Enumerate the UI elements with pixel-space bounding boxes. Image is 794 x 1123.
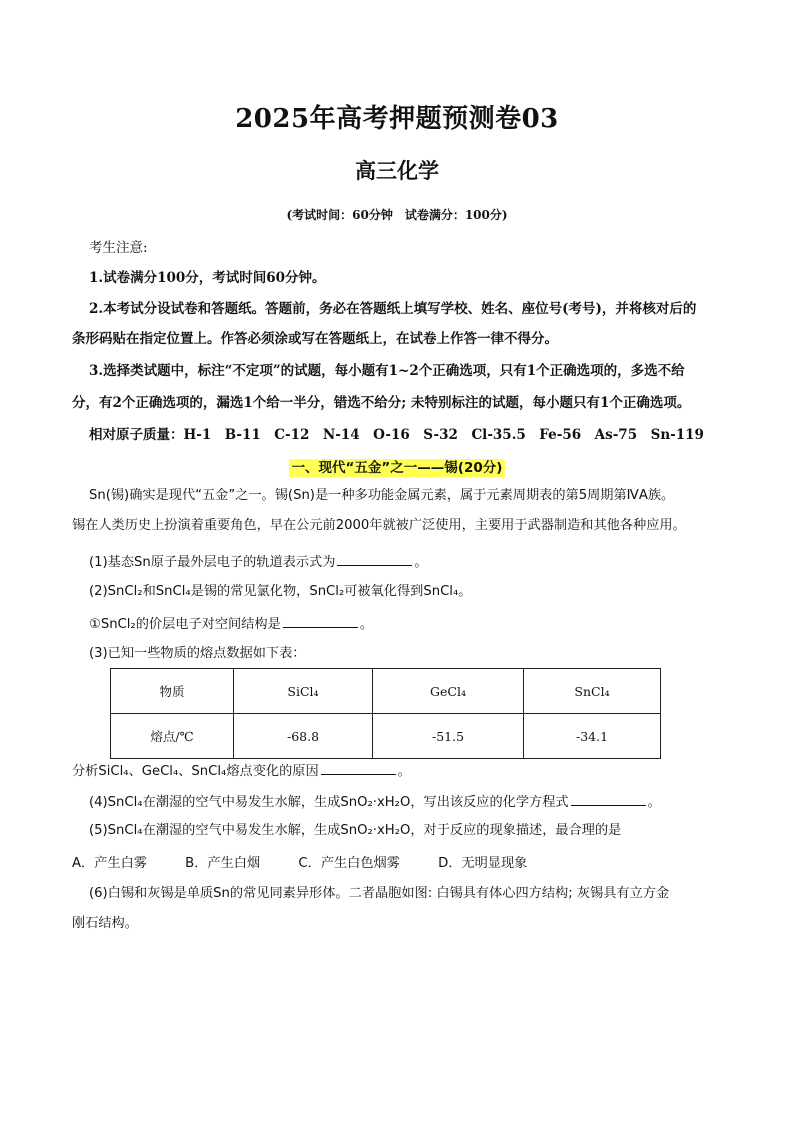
question-3: (3)已知一些物质的熔点数据如下表：	[89, 646, 306, 661]
section-heading	[0, 456, 794, 476]
notice-item-1: 1.试卷满分100分，考试时间60分钟。	[89, 270, 326, 286]
question-6-line-2: 刚石结构。	[72, 916, 138, 931]
table-cell: -68.8	[234, 714, 373, 759]
table-cell: -34.1	[524, 714, 661, 759]
intro-line-2: 锡在人类历史上扮演着重要角色，早在公元前2000年就被广泛使用，主要用于武器制造和其他各种应用。	[72, 518, 686, 533]
table-header-row	[111, 669, 661, 714]
question-4-end: 。	[647, 795, 661, 810]
answer-blank-4[interactable]	[571, 791, 646, 806]
answer-blank-3[interactable]	[321, 760, 396, 775]
question-1-end: 。	[414, 555, 428, 570]
question-5: (5)SnCl₄在潮湿的空气中易发生水解，生成SnO₂·xH₂O，对于反应的现象描述，最合理的是	[89, 823, 622, 838]
notice-item-2a: 2.本考试分设试卷和答题纸。答题前，务必在答题纸上填写学校、姓名、座位号(考号)，并将核对后的	[89, 301, 697, 317]
notice-item-3b: 分，有2个正确选项的，漏选1个给一半分，错选不给分; 未特别标注的试题，每小题只有1个正确选项。	[72, 395, 691, 411]
option-c[interactable]: C．产生白色烟雾	[298, 856, 400, 871]
notice-item-3a: 3.选择类试题中，标注“不定项”的试题，每小题有1~2个正确选项，只有1个正确选项的，多选不给	[89, 363, 685, 379]
question-2-sub-end: 。	[359, 617, 373, 632]
question-1	[89, 551, 749, 573]
page-subtitle: 高三化学	[355, 159, 439, 183]
question-2-sub-text: ①SnCl₂的价层电子对空间结构是	[89, 617, 281, 632]
option-b[interactable]: B．产生白烟	[185, 856, 261, 871]
question-4-text: (4)SnCl₄在潮湿的空气中易发生水解，生成SnO₂·xH₂O，写出该反应的化学方程式	[89, 795, 569, 810]
table-cell: 物质	[111, 669, 234, 714]
question-1-text: (1)基态Sn原子最外层电子的轨道表示式为	[89, 555, 336, 570]
melting-point-table	[110, 668, 661, 759]
answer-blank-2[interactable]	[283, 613, 358, 628]
question-3-analysis-text: 分析SiCl₄、GeCl₄、SnCl₄熔点变化的原因	[72, 764, 319, 779]
option-a[interactable]: A．产生白雾	[72, 856, 147, 871]
exam-info: (考试时间：60分钟 试卷满分：100分)	[286, 208, 508, 222]
table-cell: SnCl₄	[524, 669, 661, 714]
notice-heading: 考生注意:	[89, 240, 148, 256]
atomic-mass-line: 相对原子质量：H-1 B-11 C-12 N-14 O-16 S-32 Cl-35.5 Fe-56 As-75 Sn-119	[89, 427, 704, 443]
question-5-options	[72, 852, 561, 871]
notice-item-2b: 条形码贴在指定位置上。作答必须涂或写在答题纸上，在试卷上作答一律不得分。	[72, 331, 558, 347]
question-3-analysis-end: 。	[397, 764, 411, 779]
option-d[interactable]: D．无明显现象	[438, 856, 528, 871]
section-heading-text: 一、现代“五金”之一——锡(20分)	[289, 459, 506, 477]
question-6-line-1: (6)白锡和灰锡是单质Sn的常见同素异形体。二者晶胞如图: 白锡具有体心四方结构; 灰锡具有立方金	[89, 886, 670, 901]
intro-line-1: Sn(锡)确实是现代“五金”之一。锡(Sn)是一种多功能金属元素，属于元素周期表的第5周期第ⅣA族。	[89, 488, 675, 503]
table-cell: 熔点/℃	[111, 714, 234, 759]
question-4	[89, 791, 749, 813]
answer-blank-1[interactable]	[337, 551, 412, 566]
question-2-sub	[89, 613, 749, 635]
question-3-analysis	[72, 760, 732, 782]
page-title: 2025年高考押题预测卷03	[235, 104, 559, 134]
table-cell: -51.5	[373, 714, 524, 759]
question-2: (2)SnCl₂和SnCl₄是锡的常见氯化物，SnCl₂可被氧化得到SnCl₄。	[89, 584, 472, 599]
table-row	[111, 714, 661, 759]
table-cell: SiCl₄	[234, 669, 373, 714]
table-cell: GeCl₄	[373, 669, 524, 714]
